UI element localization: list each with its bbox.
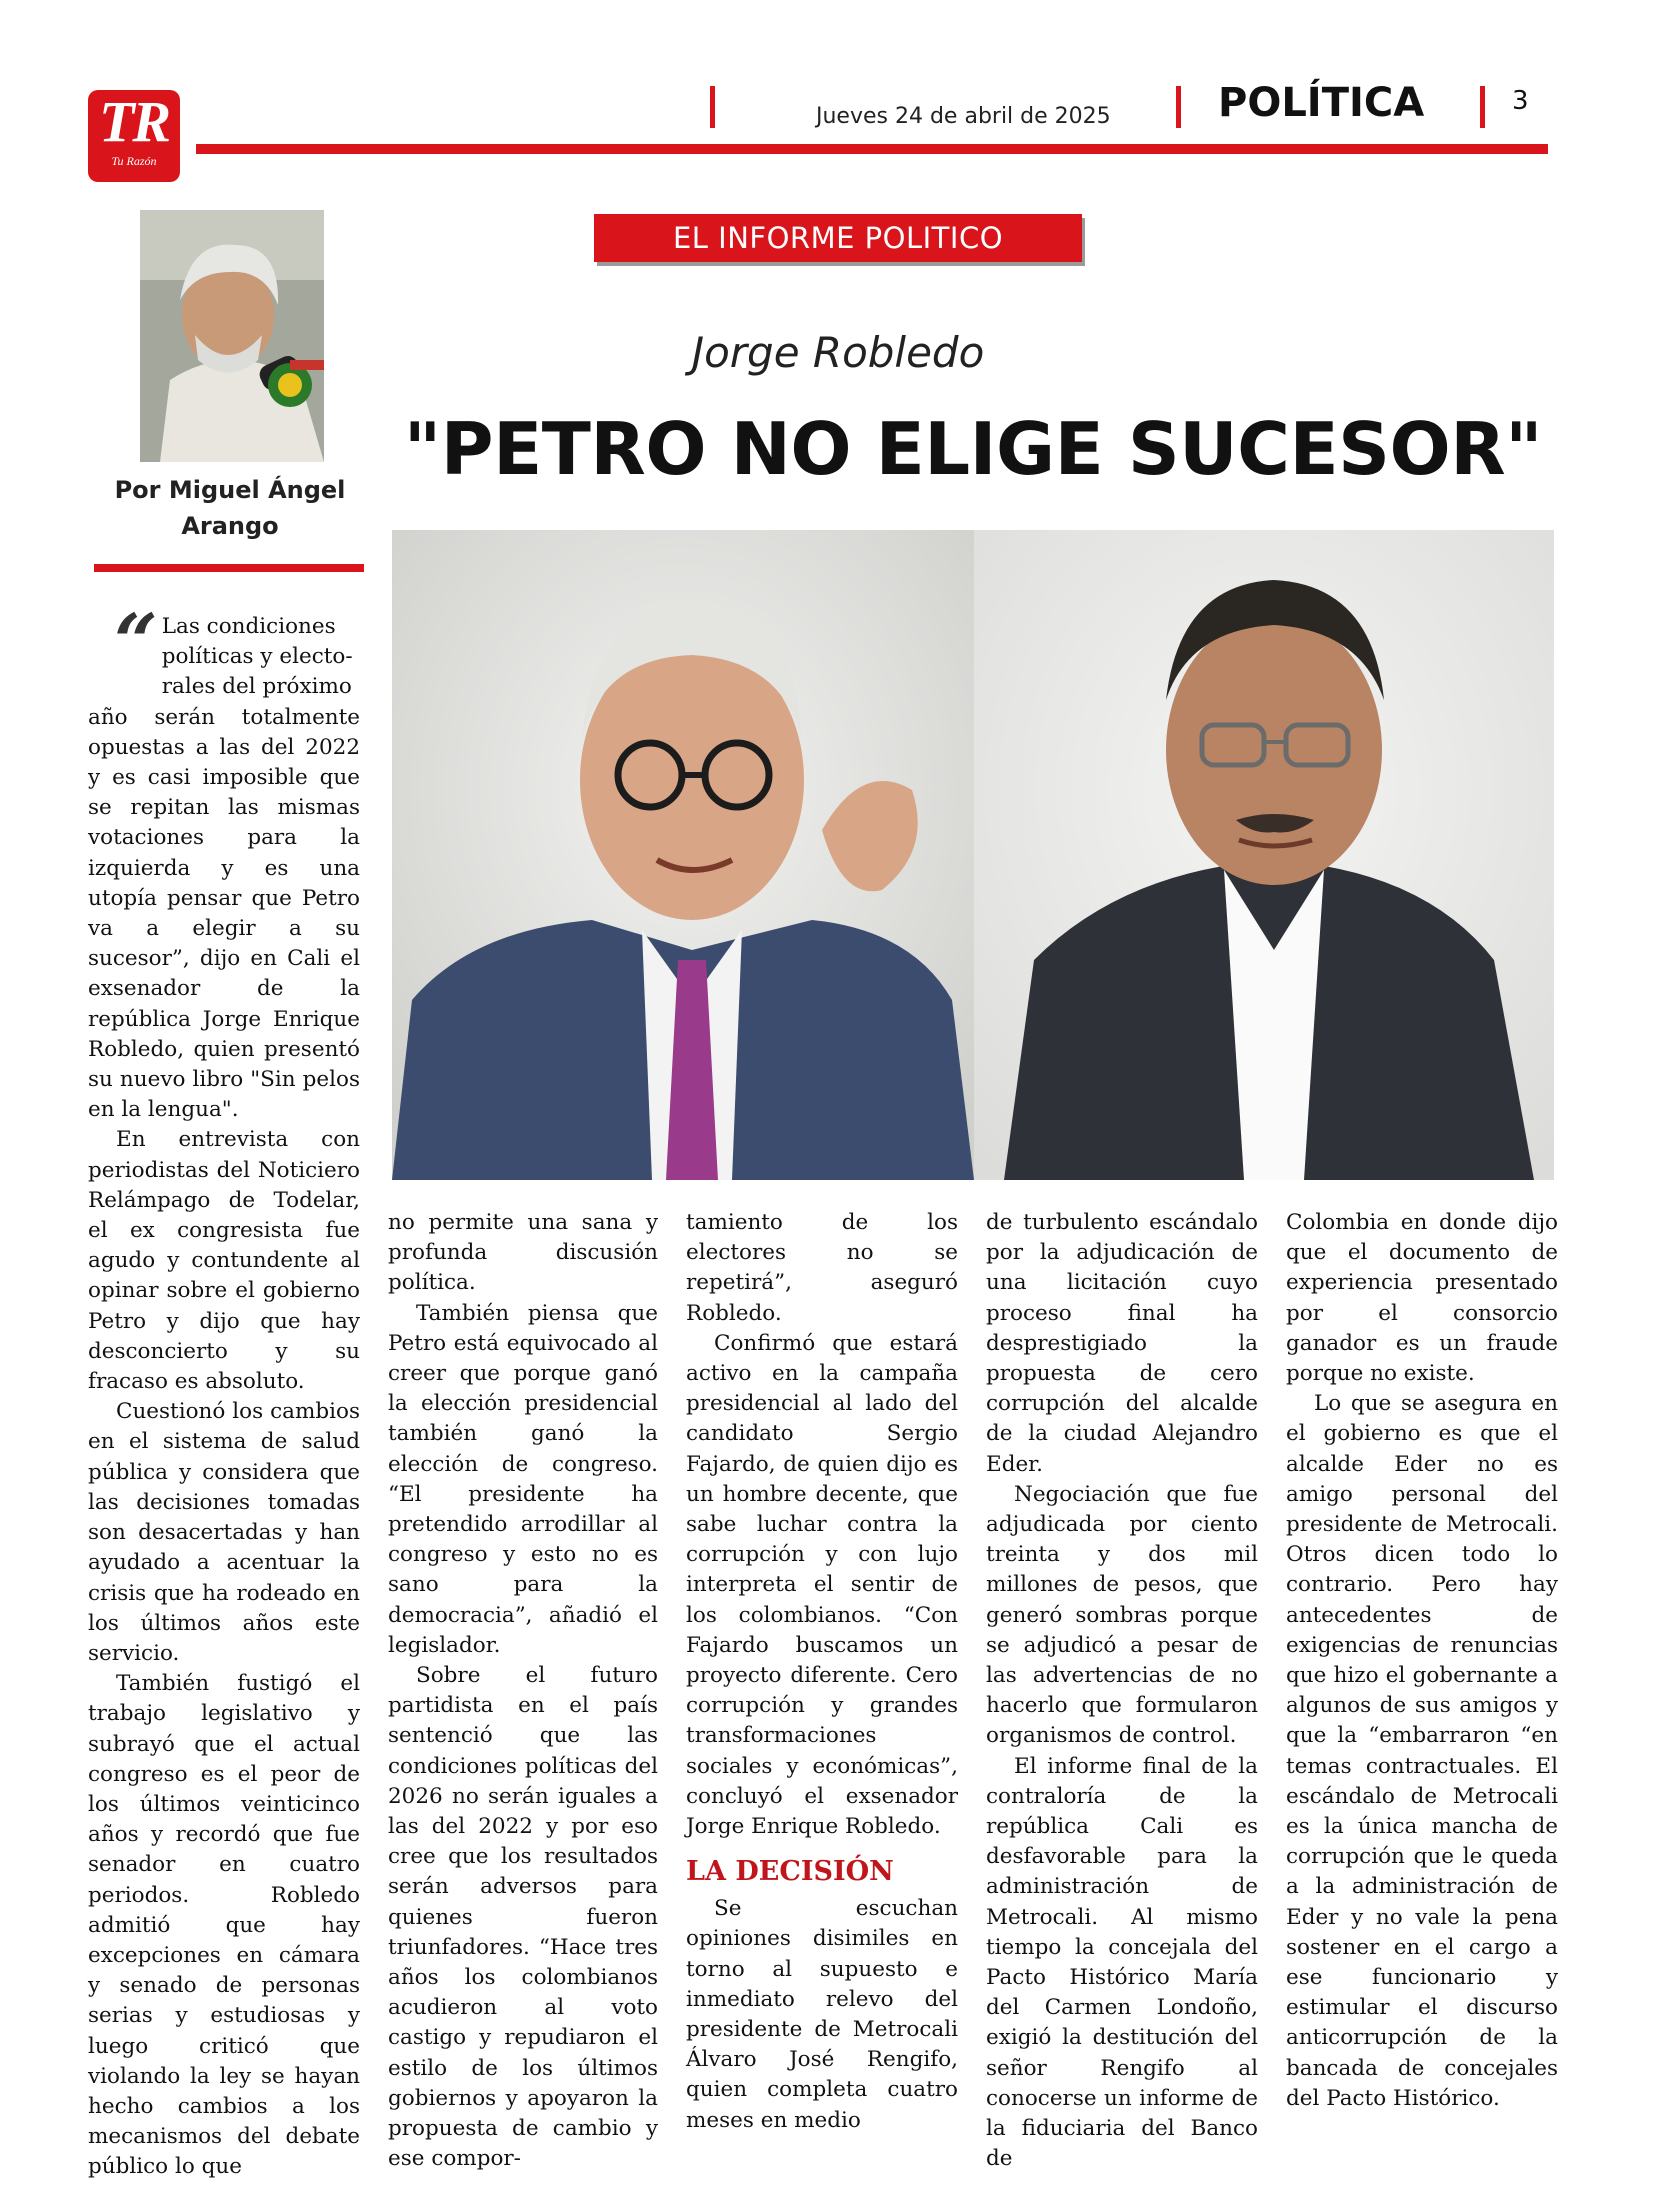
article-column-5 xyxy=(1286,1208,1558,2114)
header-separator xyxy=(1480,86,1485,128)
article-column-1 xyxy=(88,597,360,2183)
header-separator xyxy=(710,86,715,128)
section-subhead: LA DECISIÓN xyxy=(686,1856,894,1888)
logo-subtitle: Tu Razón xyxy=(111,154,157,168)
issue-date: Jueves 24 de abril de 2025 xyxy=(816,104,1111,129)
article-column-2 xyxy=(388,1208,658,2175)
header-separator xyxy=(1176,86,1181,128)
logo-mark: TR xyxy=(98,89,170,154)
paragraph-report: El informe final de la contraloría de la república Cali es desfavorable para la administración de Metrocali. Al mismo tiempo la concejala del Pacto Histórico María del Carmen Londoño, exigió la destitución del señor Rengifo al conocerse un informe de la fiduciaria del Banco de xyxy=(986,1753,1258,2172)
author-byline-line1: Por Miguel Ángel xyxy=(114,476,346,504)
paragraph-continuation: tamiento de los electores no se repetirá”, aseguró Robledo. xyxy=(686,1210,958,1326)
paragraph-fajardo: Confirmó que estará activo en la campaña presidencial al lado del candidato Sergio Fajardo, de quien dijo es un hombre decente, que sabe luchar contra la corrupción y con lujo interpreta el sentir de los colombianos. “Con Fajardo buscamos un proyecto diferente. Cero corrupción y grandes transformaciones sociales y económicas”, concluyó el exsenador Jorge Enrique Robledo. xyxy=(686,1330,958,1840)
paragraph-continuation: de turbulento escándalo por la adjudicación de una licitación cuyo proceso final ha desprestigiado la propuesta de cero corrupción del alcalde de la ciudad Alejandro Eder. xyxy=(986,1210,1258,1477)
author-rule xyxy=(94,564,364,572)
paragraph-continuation: no permite una sana y profunda discusión política. xyxy=(388,1210,658,1296)
section-title: POLÍTICA xyxy=(1218,80,1425,126)
lead-line-1: Las condiciones xyxy=(161,614,336,639)
kicker-banner: EL INFORME POLITICO xyxy=(594,214,1082,262)
article-column-3 xyxy=(686,1208,958,2136)
lead-paragraph xyxy=(88,597,360,1125)
page-number: 3 xyxy=(1512,86,1529,116)
paragraph-interview: En entrevista con periodistas del Noticiero Relámpago de Todelar, el ex congresista fue agudo y contundente al opinar sobre el gobierno Petro y dijo que hay desconcierto y su fracaso es absoluto. xyxy=(88,1127,360,1395)
paragraph-continuation: Colombia en donde dijo que el documento de experiencia presentado por el consorcio ganador es un fraude porque no existe. xyxy=(1286,1210,1558,1387)
header-rule xyxy=(196,144,1548,154)
paragraph-congress: También piensa que Petro está equivocado al creer que porque ganó la elección presidencial también ganó la elección de congreso. “El presidente ha pretendido arrodillar al congreso y esto no es sano para la democracia”, añadió el legislador. xyxy=(388,1300,658,1658)
paragraph-closing: Lo que se asegura en el gobierno es que el alcalde Eder no es amigo personal del presidente de Metrocali. Otros dicen todo lo contrario. Pero hay antecedentes de exigencias de renuncias que hizo el gobernante a algunos de sus amigos y que la “embarraron “en temas contractuales. El escándalo de Metrocali es la única mancha de corrupción que le queda a la administración de Eder y no vale la pena sostener en el cargo a ese funcionario y estimular el discurso anticorrupción de la bancada de concejales del Pacto Histórico. xyxy=(1286,1391,1558,2111)
paragraph-health: Cuestionó los cambios en el sistema de salud pública y considera que las decisiones tomadas son desacertadas y han ayudado a acentuar la crisis que ha rodeado en los últimos años este servicio. xyxy=(88,1399,360,1666)
tu-razon-logo xyxy=(88,90,180,182)
article-subtitle: Jorge Robledo xyxy=(691,328,985,377)
petro-portrait xyxy=(974,530,1554,1180)
lead-line-2: políticas y electo- xyxy=(161,644,353,670)
lead-rest: año serán totalmente opuestas a las del 2022 y es casi imposible que se repitan las mismas votaciones para la izquierda y es una utopía pensar que Petro va a elegir a su sucesor”, dijo en Cali el exsenador de la república Jorge Enrique Robledo, quien presentó su nuevo libro "Sin pelos en la lengua". xyxy=(88,704,360,1123)
author-byline xyxy=(96,472,364,544)
paragraph-negotiation: Negociación que fue adjudicada por ciento treinta y dos mil millones de pesos, que generó sombras porque se adjudicó a pesar de las advertencias de no hacerlo que formularon organismos de control. xyxy=(986,1481,1258,1749)
paragraph-legislative: También fustigó el trabajo legislativo y subrayó que el actual congreso es el peor de los últimos veinticinco años y recordó que fue senador en cuatro periodos. Robledo admitió que hay excepciones en cámara y senado de personas serias y estudiosas y luego criticó que violando la ley se hayan hecho cambios a los mecanismos del debate público lo que xyxy=(88,1671,360,2180)
robledo-portrait xyxy=(392,530,974,1180)
article-column-4 xyxy=(986,1208,1258,2175)
quote-mark-icon: “ xyxy=(114,597,158,686)
author-photo xyxy=(140,210,324,462)
paragraph-decision: Se escuchan opiniones disimiles en torno al supuesto e inmediato relevo del presidente de Metrocali Álvaro José Rengifo, quien completa cuatro meses en medio xyxy=(686,1896,958,2133)
article-headline: "PETRO NO ELIGE SUCESOR" xyxy=(403,407,1543,491)
author-byline-line2: Arango xyxy=(181,512,279,540)
lead-line-3: rales del próximo xyxy=(161,674,352,700)
paragraph-future: Sobre el futuro partidista en el país sentenció que las condiciones políticas del 2026 no serán iguales a las del 2022 y por eso cree que los resultados serán adversos para quienes fueron triunfadores. “Hace tres años los colombianos acudieron al voto castigo y repudiaron el estilo de los últimos gobiernos y apoyaron la propuesta de cambio y ese compor- xyxy=(388,1663,658,2172)
